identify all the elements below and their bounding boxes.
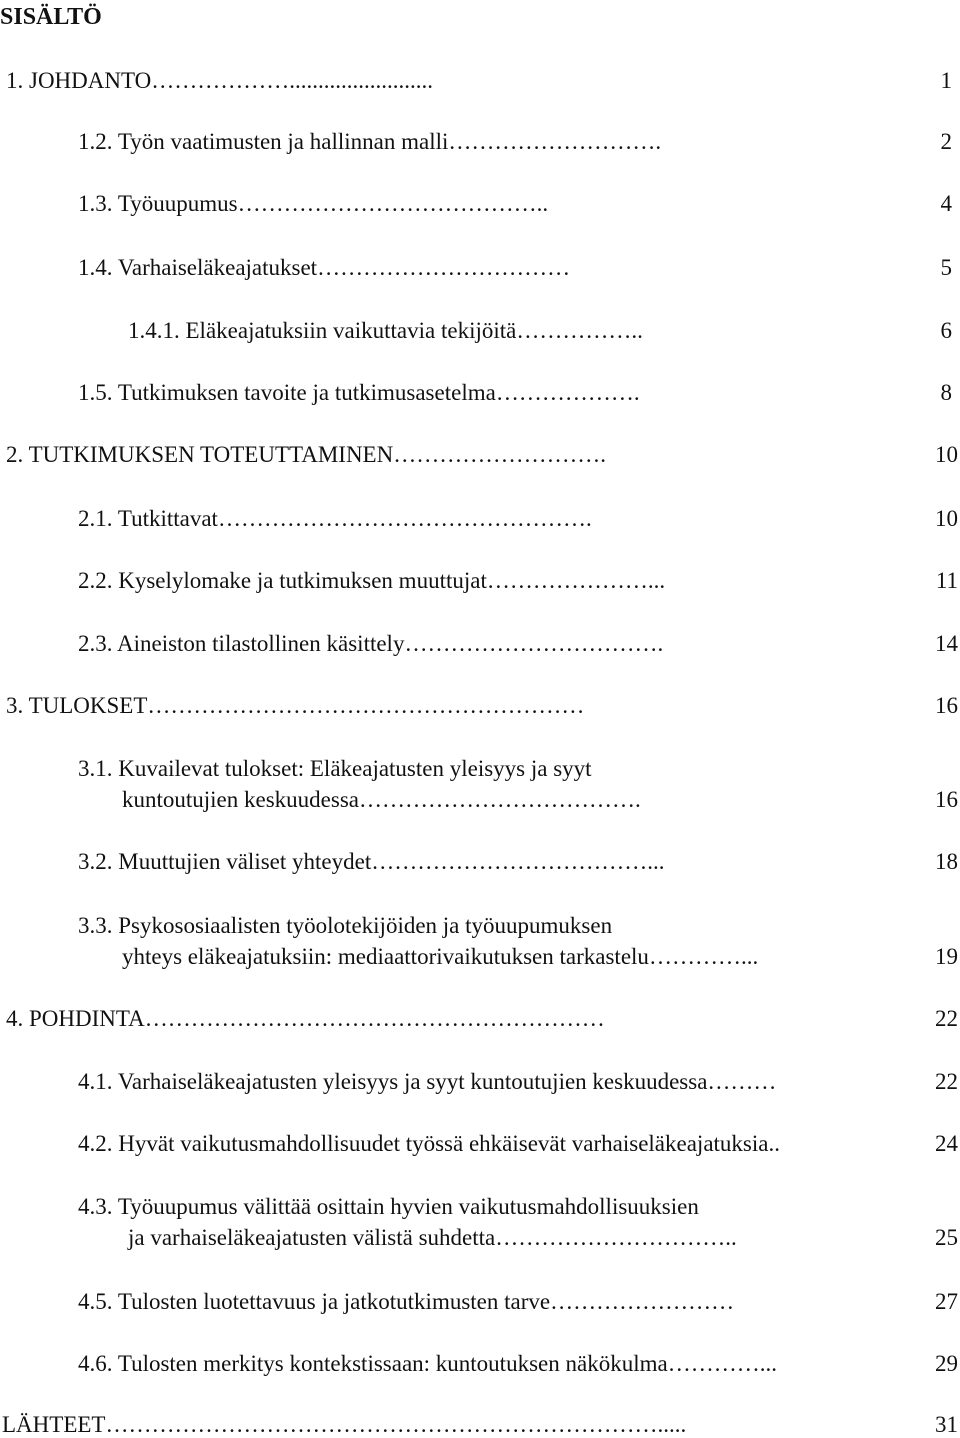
toc-entry-2-2[interactable] [78,567,665,594]
toc-entry-leader: ……… [707,1069,777,1094]
toc-entry-title: 1. JOHDANTO [6,68,152,93]
toc-entry-page: 18 [935,849,958,874]
toc-entry-leader: ………………………. [393,442,606,467]
toc-entry-title: 4.6. Tulosten merkitys kontekstissaan: kuntoutuksen näkökulma [78,1351,668,1376]
toc-entry-page: 16 [935,787,958,812]
toc-entry-page: 8 [940,380,952,405]
toc-entry-leader: …………………… [550,1289,735,1314]
toc-entry-4-1[interactable] [78,1068,776,1095]
toc-entry-page: 29 [935,1351,958,1376]
toc-entry-title-continued: kuntoutujien keskuudessa [122,787,359,812]
toc-entry-title: 1.4. Varhaiseläkeajatukset [78,255,318,280]
toc-entry-tulokset[interactable] [6,692,584,719]
toc-entry-title: LÄHTEET [2,1412,106,1437]
toc-entry-title: 1.5. Tutkimuksen tavoite ja tutkimusasetelma [78,380,496,405]
toc-entry-page: 16 [935,693,958,718]
toc-entry-page: 10 [935,442,958,467]
toc-entry-3-3[interactable] [78,912,758,970]
toc-entry-leader: ………………......................... [151,68,433,93]
toc-entry-title: 1.2. Työn vaatimusten ja hallinnan malli [78,129,449,154]
toc-entry-leader: ………………………………………………… [147,693,585,718]
toc-entry-page: 14 [935,631,958,656]
toc-entry-3-1[interactable] [78,755,641,813]
toc-entry-title: 1.4.1. Eläkeajatuksiin vaikuttavia tekijöitä [128,318,517,343]
toc-entry-leader: ………………………………. [359,787,641,812]
toc-entry-page: 22 [935,1069,958,1094]
toc-entry-title: 4.5. Tulosten luotettavuus ja jatkotutkimusten tarve [78,1289,551,1314]
toc-entry-page: 10 [935,506,958,531]
toc-entry-1-2[interactable] [78,128,661,155]
toc-entry-title: 4. POHDINTA [6,1006,145,1031]
toc-entry-leader: ………………. [495,380,640,405]
toc-entry-title: 4.2. Hyvät vaikutusmahdollisuudet työssä ehkäisevät varhaiseläkeajatuksia.. [78,1131,780,1156]
toc-entry-title-continued: yhteys eläkeajatuksiin: mediaattorivaikutuksen tarkastelu [122,944,649,969]
toc-entry-page: 27 [935,1289,958,1314]
toc-entry-2-1[interactable] [78,505,592,532]
toc-entry-page: 25 [935,1225,958,1250]
toc-heading: SISÄLTÖ [0,4,102,30]
toc-entry-title: 1.3. Työuupumus [78,191,238,216]
toc-entry-title: 2.1. Tutkittavat [78,506,218,531]
toc-entry-leader: ………………………………………………………………..... [105,1412,687,1437]
toc-entry-leader: …………………………… [317,255,571,280]
toc-entry-title: 2. TUTKIMUKSEN TOTEUTTAMINEN [6,442,394,467]
toc-entry-leader: …………….. [516,318,643,343]
toc-entry-title: 4.1. Varhaiseläkeajatusten yleisyys ja syyt kuntoutujien keskuudessa [78,1069,708,1094]
toc-entry-title: 3.1. Kuvailevat tulokset: Eläkeajatusten yleisyys ja syyt [78,756,592,781]
toc-entry-leader: …………………………………………. [217,506,592,531]
toc-entry-page: 19 [935,944,958,969]
toc-entry-3-2[interactable] [78,848,664,875]
toc-entry-4-5[interactable] [78,1288,734,1315]
toc-entry-leader: ………………………. [448,129,662,154]
toc-entry-leader: …………………………………………………… [144,1006,605,1031]
toc-entry-title: 3. TULOKSET [6,693,148,718]
toc-entry-page: 4 [940,191,952,216]
toc-entry-title-continued: ja varhaiseläkeajatusten välistä suhdetta [128,1225,496,1250]
toc-entry-toteuttaminen[interactable] [6,441,606,468]
toc-entry-johdanto[interactable] [6,67,433,94]
toc-entry-page: 24 [935,1131,958,1156]
toc-entry-pohdinta[interactable] [6,1005,605,1032]
toc-entry-leader: ………………………………... [371,849,665,874]
toc-entry-1-3[interactable] [78,190,548,217]
toc-entry-page: 5 [940,255,952,280]
toc-entry-title: 2.2. Kyselylomake ja tutkimuksen muuttujat [78,568,487,593]
toc-entry-page: 2 [940,129,952,154]
toc-entry-page: 1 [940,68,952,93]
toc-entry-page: 22 [935,1006,958,1031]
toc-entry-1-5[interactable] [78,379,640,406]
toc-entry-leader: …………... [648,944,759,969]
toc-entry-4-3[interactable] [78,1193,737,1251]
toc-entry-page: 6 [940,318,952,343]
toc-entry-leader: …………... [667,1351,777,1376]
toc-entry-page: 11 [935,568,958,593]
toc-entry-page: 31 [935,1412,958,1437]
toc-entry-4-2[interactable] [78,1130,780,1157]
toc-entry-title: 2.3. Aineiston tilastollinen käsittely [78,631,405,656]
toc-entry-title: 3.3. Psykososiaalisten työolotekijöiden ja työuupumuksen [78,913,613,938]
toc-entry-2-3[interactable] [78,630,663,657]
toc-entry-leader: …………………... [486,568,666,593]
toc-entry-leader: ………………………….. [495,1225,737,1250]
toc-entry-leader: ……………………………. [404,631,664,656]
toc-entry-1-4-1[interactable] [128,317,643,344]
toc-entry-1-4[interactable] [78,254,570,281]
toc-entry-leader: ………………………………….. [237,191,549,216]
toc-entry-title: 3.2. Muuttujien väliset yhteydet [78,849,372,874]
toc-entry-lahteet[interactable] [2,1411,686,1438]
toc-entry-title: 4.3. Työuupumus välittää osittain hyvien vaikutusmahdollisuuksien [78,1194,699,1219]
toc-entry-4-6[interactable] [78,1350,777,1377]
